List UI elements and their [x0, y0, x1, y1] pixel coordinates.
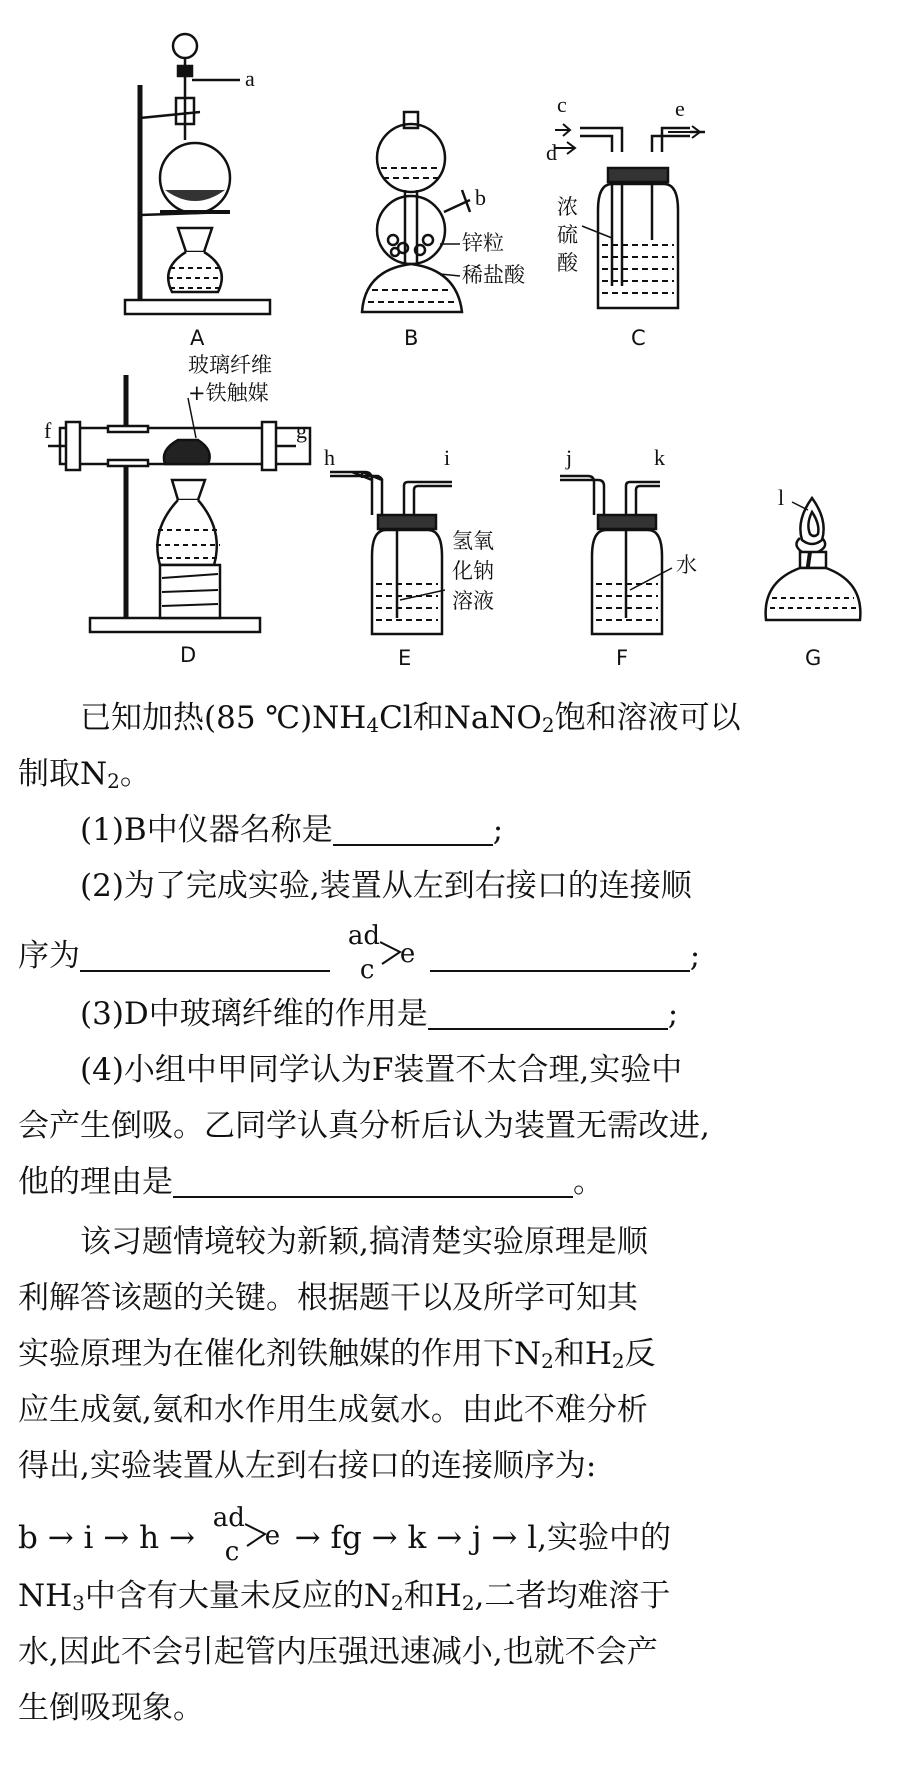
question-4-line-3 — [18, 1154, 604, 1210]
analysis-chain-start: b → i → h → — [18, 1520, 195, 1556]
analysis-text-7c: 和H — [403, 1578, 462, 1614]
port-b-label: b — [475, 185, 486, 210]
question-3-end: ; — [667, 996, 679, 1032]
analysis-line-5 — [18, 1438, 596, 1494]
analysis-sub-7c: 2 — [461, 1591, 475, 1615]
analysis-line-7 — [18, 1568, 670, 1624]
answer-blank-3[interactable] — [428, 994, 668, 1030]
caption-f: F — [616, 646, 629, 670]
port-f-label: f — [44, 418, 52, 443]
port-c-label: c — [557, 92, 567, 117]
conc-h2so4-label-2: 硫 — [557, 223, 578, 247]
question-4-end: 。 — [573, 1164, 604, 1200]
answer-blank-1[interactable] — [333, 810, 493, 846]
analysis-text-7a: NH — [18, 1578, 73, 1614]
question-4-line1-text: (4)小组中甲同学认为F装置不太合理,实验中 — [80, 1052, 683, 1088]
apparatus-g — [766, 485, 861, 670]
analysis-branch-top: ad — [212, 1503, 245, 1533]
analysis-text-7b: 中含有大量未反应的N — [84, 1578, 392, 1614]
analysis-branch-right: e — [264, 1521, 281, 1551]
question-4-line2-text: 会产生倒吸。乙同学认真分析后认为装置无需改进, — [18, 1108, 710, 1144]
apparatus-a — [125, 34, 270, 350]
glass-fiber-label: 玻璃纤维 — [188, 353, 272, 377]
question-2-line-2 — [18, 921, 701, 985]
caption-e: E — [398, 646, 412, 670]
intro-sub-2: 2 — [541, 713, 555, 737]
analysis-text-3c: 反 — [624, 1336, 656, 1372]
port-e-label: e — [675, 96, 685, 121]
question-1-text: (1)B中仪器名称是 — [80, 812, 333, 848]
analysis-branch-lines — [245, 1520, 267, 1550]
question-2-text: (2)为了完成实验,装置从左到右接口的连接顺 — [80, 868, 692, 904]
port-k-label: k — [654, 445, 665, 470]
naoh-label-2: 化钠 — [452, 559, 494, 583]
analysis-sub-3b: 2 — [611, 1349, 625, 1373]
port-l-label: l — [778, 485, 785, 510]
apparatus-b — [362, 112, 526, 350]
analysis-line-8 — [18, 1624, 658, 1680]
answer-blank-2a[interactable] — [80, 936, 330, 972]
question-2 — [18, 858, 692, 914]
zinc-label: 锌粒 — [462, 231, 504, 255]
port-d-label: d — [546, 140, 557, 165]
branch-top: ad — [347, 921, 381, 951]
naoh-label-1: 氢氧 — [452, 529, 494, 553]
analysis-text-5: 得出,实验装置从左到右接口的连接顺序为: — [18, 1448, 597, 1484]
intro-sub-4: 4 — [366, 713, 380, 737]
analysis-sub-3a: 2 — [541, 1349, 554, 1373]
analysis-line-1 — [18, 1214, 648, 1270]
analysis-text-1: 该习题情境较为新颖,搞清楚实验原理是顺 — [80, 1224, 648, 1260]
question-1-end: ; — [492, 812, 504, 848]
analysis-line-9 — [18, 1680, 204, 1736]
intro-line2-end: 。 — [119, 756, 151, 792]
analysis-line-4 — [18, 1382, 648, 1438]
question-3-text: (3)D中玻璃纤维的作用是 — [80, 996, 428, 1032]
branch-lines — [380, 938, 402, 968]
analysis-text-2: 利解答该题的关键。根据题干以及所学可知其 — [18, 1280, 638, 1316]
question-4-line-1 — [18, 1042, 682, 1098]
port-a-label: a — [245, 66, 255, 91]
hcl-label: 稀盐酸 — [462, 263, 525, 287]
conc-h2so4-label-1: 浓 — [557, 195, 578, 219]
apparatus-figure — [0, 0, 912, 690]
analysis-sub-7a: 3 — [72, 1591, 85, 1615]
caption-c: C — [631, 326, 646, 350]
port-i-label: i — [444, 445, 451, 470]
branch-right: e — [399, 939, 416, 969]
apparatus-d — [44, 353, 310, 667]
conc-h2so4-label-3: 酸 — [557, 251, 578, 275]
analysis-branch — [205, 1503, 285, 1567]
question-3 — [18, 986, 678, 1042]
branch-bottom: c — [359, 955, 375, 985]
intro-line-1 — [18, 690, 741, 746]
water-label: 水 — [676, 553, 697, 577]
port-g-label: g — [296, 418, 307, 443]
apparatus-e — [324, 445, 494, 670]
analysis-sub-7b: 2 — [391, 1591, 404, 1615]
question-2-line2-text: 序为 — [18, 938, 80, 974]
caption-d: D — [180, 643, 197, 667]
analysis-chain-end: → fg → k → j → l,实验中的 — [294, 1520, 671, 1556]
port-h-label: h — [324, 445, 335, 470]
analysis-text-7d: ,二者均难溶于 — [474, 1578, 671, 1614]
analysis-text-4: 应生成氨,氨和水作用生成氨水。由此不难分析 — [18, 1392, 648, 1428]
analysis-line-3 — [18, 1326, 656, 1382]
analysis-text-3b: 和H — [553, 1336, 612, 1372]
intro-text-c: 饱和溶液可以 — [554, 700, 741, 736]
intro-text-a: 已知加热(85 ℃)NH — [80, 700, 367, 736]
apparatus-f — [560, 445, 697, 670]
question-1 — [18, 802, 503, 858]
caption-g: G — [805, 646, 822, 670]
analysis-line-2 — [18, 1270, 638, 1326]
analysis-text-8: 水,因此不会引起管内压强迅速减小,也就不会产 — [18, 1634, 658, 1670]
analysis-line-6 — [18, 1503, 671, 1567]
answer-blank-4[interactable] — [173, 1162, 573, 1198]
intro-line2-sub: 2 — [107, 769, 120, 793]
analysis-branch-bottom: c — [224, 1537, 240, 1567]
analysis-text-3a: 实验原理为在催化剂铁触媒的作用下N — [18, 1336, 542, 1372]
caption-b: B — [404, 326, 419, 350]
question-4-line-2 — [18, 1098, 710, 1154]
apparatus-c — [546, 92, 705, 350]
intro-line-2 — [18, 746, 151, 802]
intro-text-b: Cl和NaNO — [379, 700, 542, 736]
port-j-label: j — [566, 445, 573, 470]
naoh-label-3: 溶液 — [452, 589, 494, 613]
question-4-line3-text: 他的理由是 — [18, 1164, 173, 1200]
connection-branch — [340, 921, 420, 985]
intro-line2-text: 制取N — [18, 756, 108, 792]
analysis-text-9: 生倒吸现象。 — [18, 1690, 204, 1726]
iron-catalyst-label: +铁触媒 — [188, 381, 269, 405]
question-2-end: ; — [689, 938, 701, 974]
caption-a: A — [190, 326, 205, 350]
answer-blank-2b[interactable] — [430, 936, 690, 972]
